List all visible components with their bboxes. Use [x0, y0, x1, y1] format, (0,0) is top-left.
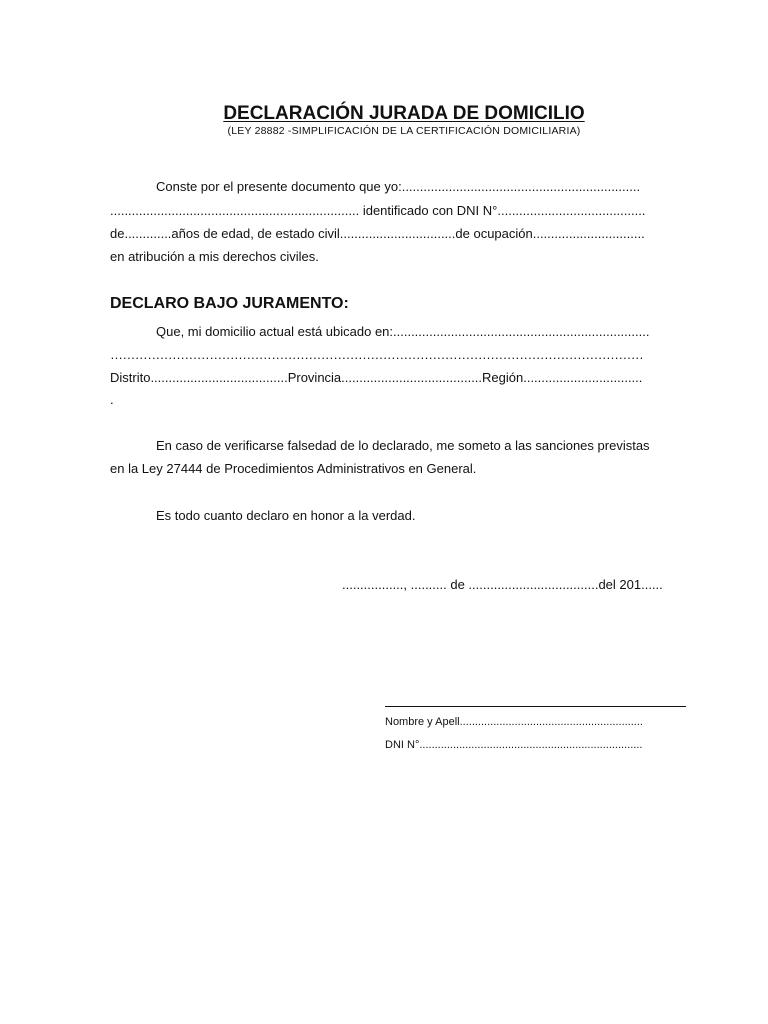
paragraph3-line1: En caso de verificarse falsedad de lo declarado, me someto a las sanciones previstas: [156, 438, 650, 453]
signature-dni-field: DNI N°.........................................................................: [385, 739, 643, 751]
paragraph1-line2: ..................................................................... identificado con DNI N°.........................................: [110, 203, 646, 218]
document-subtitle: (LEY 28882 -SIMPLIFICACIÓN DE LA CERTIFICACIÓN DOMICILIARIA): [227, 125, 581, 137]
paragraph1-line1: Conste por el presente documento que yo:..................................................................: [156, 179, 641, 194]
paragraph1-line3: de.............años de edad, de estado civil................................de ocupación...............................: [110, 226, 645, 241]
declaration-heading: DECLARO BAJO JURAMENTO:: [110, 295, 349, 312]
signature-name-field: Nombre y Apell............................................................: [385, 716, 643, 728]
paragraph2-line3: Distrito......................................Provincia.......................................Región.................................: [110, 370, 643, 385]
signature-line: [385, 706, 686, 707]
paragraph4: Es todo cuanto declaro en honor a la verdad.: [156, 508, 416, 523]
paragraph2-line2: …………………………………………………………………………………………………………………: [110, 347, 644, 362]
paragraph3-line2: en la Ley 27444 de Procedimientos Administrativos en General.: [110, 461, 477, 476]
document-title: DECLARACIÓN JURADA DE DOMICILIO: [223, 103, 585, 124]
paragraph2-line1: Que, mi domicilio actual está ubicado en:.......................................................................: [156, 324, 650, 339]
paragraph2-line4: .: [110, 392, 114, 407]
paragraph1-line4: en atribución a mis derechos civiles.: [110, 249, 319, 264]
date-line: ................., .......... de ....................................del 201......: [342, 577, 663, 592]
